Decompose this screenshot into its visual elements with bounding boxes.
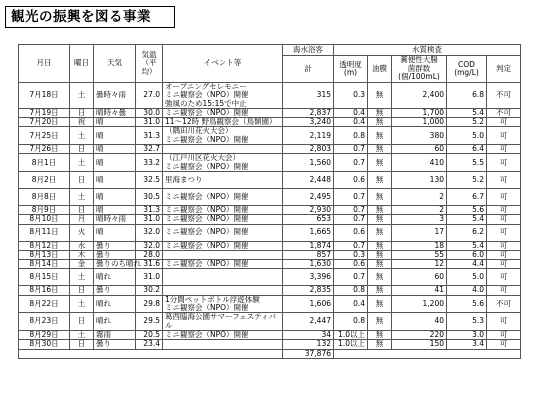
- oil-cell: 無: [368, 118, 392, 127]
- event-cell: ミニ観察会（NPO）開催: [163, 241, 283, 250]
- clarity-cell: 0.7: [334, 269, 368, 286]
- judgment-cell: 可: [487, 260, 521, 269]
- oil-cell: 無: [368, 188, 392, 205]
- event-cell: ミニ観察会（NPO）開催: [163, 260, 283, 269]
- date-cell: 8月14日: [19, 260, 70, 269]
- temp-cell: 31.0: [136, 269, 163, 286]
- weather-cell: 霧雨: [94, 330, 136, 339]
- visitors-cell: 1,630: [283, 260, 334, 269]
- weekday-cell: 日: [70, 171, 94, 188]
- weekday-cell: 土: [70, 127, 94, 145]
- coliform-cell: 380: [392, 127, 447, 145]
- weather-cell: 曇時々雨: [94, 83, 136, 109]
- weekday-cell: 日: [70, 340, 94, 349]
- coliform-cell: 55: [392, 250, 447, 259]
- table-row: [19, 250, 521, 259]
- header-coliform: 糞便性大腸 菌群数 (個/100mL): [392, 56, 447, 83]
- clarity-cell: 0.4: [334, 295, 368, 313]
- table-row: [19, 188, 521, 205]
- clarity-cell: 0.7: [334, 241, 368, 250]
- event-cell: ミニ観察会（NPO）開催: [163, 330, 283, 339]
- weather-cell: 晴れ: [94, 313, 136, 331]
- clarity-cell: 0.7: [334, 154, 368, 172]
- date-cell: 7月26日: [19, 145, 70, 154]
- coliform-cell: 60: [392, 269, 447, 286]
- judgment-cell: 可: [487, 171, 521, 188]
- visitors-cell: 2,837: [283, 108, 334, 117]
- temp-cell: 31.3: [136, 127, 163, 145]
- judgment-cell: 不可: [487, 83, 521, 109]
- header-weather: 天気: [94, 45, 136, 83]
- visitors-cell: 2,803: [283, 145, 334, 154]
- event-cell: [163, 269, 283, 286]
- weather-cell: 曇り: [94, 250, 136, 259]
- oil-cell: 無: [368, 205, 392, 214]
- weather-cell: 晴: [94, 154, 136, 172]
- oil-cell: 無: [368, 330, 392, 339]
- temp-cell: 31.6: [136, 260, 163, 269]
- judgment-cell: 可: [487, 241, 521, 250]
- event-cell: [163, 286, 283, 295]
- temp-cell: 20.5: [136, 330, 163, 339]
- visitors-cell: 3,396: [283, 269, 334, 286]
- coliform-cell: 2: [392, 205, 447, 214]
- cod-cell: 5.0: [447, 269, 487, 286]
- date-cell: 8月30日: [19, 340, 70, 349]
- weather-cell: 晴: [94, 224, 136, 241]
- table-row: [19, 260, 521, 269]
- weekday-cell: 日: [70, 108, 94, 117]
- coliform-cell: 41: [392, 286, 447, 295]
- clarity-cell: 0.8: [334, 127, 368, 145]
- cod-cell: 5.6: [447, 295, 487, 313]
- table-row: [19, 215, 521, 224]
- clarity-cell: 1.0以上: [334, 330, 368, 339]
- oil-cell: 無: [368, 145, 392, 154]
- visitors-cell: 1,874: [283, 241, 334, 250]
- weekday-cell: 木: [70, 250, 94, 259]
- table-row: [19, 295, 521, 313]
- event-cell: ミニ観察会（NPO）開催: [163, 205, 283, 214]
- table-row: [19, 330, 521, 339]
- table-row: [19, 205, 521, 214]
- judgment-cell: 可: [487, 250, 521, 259]
- judgment-cell: 可: [487, 118, 521, 127]
- coliform-cell: 410: [392, 154, 447, 172]
- weekday-cell: 金: [70, 260, 94, 269]
- date-cell: 8月13日: [19, 250, 70, 259]
- table-row: [19, 286, 521, 295]
- date-cell: 7月18日: [19, 83, 70, 109]
- cod-cell: 6.0: [447, 250, 487, 259]
- judgment-cell: 可: [487, 205, 521, 214]
- oil-cell: 無: [368, 171, 392, 188]
- table-row: [19, 313, 521, 331]
- date-cell: 8月11日: [19, 224, 70, 241]
- clarity-cell: 0.6: [334, 260, 368, 269]
- coliform-cell: 220: [392, 330, 447, 339]
- temp-cell: 32.0: [136, 224, 163, 241]
- weekday-cell: 土: [70, 269, 94, 286]
- oil-cell: 無: [368, 83, 392, 109]
- date-cell: 8月12日: [19, 241, 70, 250]
- oil-cell: 無: [368, 154, 392, 172]
- visitors-cell: 2,835: [283, 286, 334, 295]
- visitors-cell: 1,606: [283, 295, 334, 313]
- temp-cell: 29.8: [136, 295, 163, 313]
- table-row: [19, 127, 521, 145]
- temp-cell: 32.7: [136, 145, 163, 154]
- judgment-cell: 不可: [487, 295, 521, 313]
- table-row: [19, 83, 521, 109]
- coliform-cell: 2,400: [392, 83, 447, 109]
- weather-cell: 晴れ: [94, 269, 136, 286]
- cod-cell: 5.0: [447, 127, 487, 145]
- table-row: [19, 269, 521, 286]
- cod-cell: 5.3: [447, 313, 487, 331]
- coliform-cell: 60: [392, 145, 447, 154]
- cod-cell: 5.2: [447, 171, 487, 188]
- header-beach-group: 海水浴客: [283, 45, 334, 56]
- event-cell: オープニングセレモニー ミニ観察会（NPO）開催 強風のため15:15で中止: [163, 83, 283, 109]
- clarity-cell: 0.3: [334, 83, 368, 109]
- cod-cell: 4.4: [447, 260, 487, 269]
- header-date: 月日: [19, 45, 70, 83]
- temp-cell: 31.0: [136, 118, 163, 127]
- table-row: [19, 224, 521, 241]
- judgment-cell: 可: [487, 145, 521, 154]
- weekday-cell: 水: [70, 241, 94, 250]
- oil-cell: 無: [368, 269, 392, 286]
- cod-cell: 5.4: [447, 241, 487, 250]
- date-cell: 8月2日: [19, 171, 70, 188]
- weather-cell: 晴: [94, 145, 136, 154]
- temp-cell: 30.0: [136, 108, 163, 117]
- temp-cell: 31.0: [136, 215, 163, 224]
- header-clarity: 透明度 (m): [334, 56, 368, 83]
- coliform-cell: 17: [392, 224, 447, 241]
- oil-cell: 無: [368, 108, 392, 117]
- temp-cell: 29.5: [136, 313, 163, 331]
- visitors-cell: 315: [283, 83, 334, 109]
- weather-cell: 晴: [94, 171, 136, 188]
- clarity-cell: 0.7: [334, 145, 368, 154]
- table-row: [19, 171, 521, 188]
- event-cell: ミニ観察会（NPO）開催: [163, 188, 283, 205]
- document-title: 観光の振興を図る事業: [5, 6, 175, 28]
- judgment-cell: 可: [487, 224, 521, 241]
- visitors-cell: 3,240: [283, 118, 334, 127]
- weekday-cell: 土: [70, 154, 94, 172]
- cod-cell: 6.2: [447, 224, 487, 241]
- table-row: [19, 241, 521, 250]
- cod-cell: 6.7: [447, 188, 487, 205]
- cod-cell: 5.4: [447, 108, 487, 117]
- table-row: [19, 145, 521, 154]
- cod-cell: 6.8: [447, 83, 487, 109]
- coliform-cell: 130: [392, 171, 447, 188]
- visitors-cell: 2,495: [283, 188, 334, 205]
- judgment-cell: 可: [487, 154, 521, 172]
- coliform-cell: 18: [392, 241, 447, 250]
- clarity-cell: 0.7: [334, 205, 368, 214]
- visitors-cell: 857: [283, 250, 334, 259]
- temp-cell: 23.4: [136, 340, 163, 349]
- weather-cell: 曇り: [94, 340, 136, 349]
- date-cell: 8月10日: [19, 215, 70, 224]
- weekday-cell: 日: [70, 286, 94, 295]
- temp-cell: 33.2: [136, 154, 163, 172]
- judgment-cell: 可: [487, 269, 521, 286]
- event-cell: 里海まつり: [163, 171, 283, 188]
- event-cell: 葛西臨海公園サマーフェスティバル: [163, 313, 283, 331]
- weather-cell: 晴時々雨: [94, 215, 136, 224]
- date-cell: 8月16日: [19, 286, 70, 295]
- table-row: [19, 340, 521, 349]
- weekday-cell: 土: [70, 188, 94, 205]
- weekday-cell: 日: [70, 313, 94, 331]
- coliform-cell: 150: [392, 340, 447, 349]
- date-cell: 8月22日: [19, 295, 70, 313]
- clarity-cell: 0.6: [334, 171, 368, 188]
- weather-cell: 曇り: [94, 241, 136, 250]
- judgment-cell: 可: [487, 340, 521, 349]
- header-temp: 気温 （平均）: [136, 45, 163, 83]
- coliform-cell: 1,200: [392, 295, 447, 313]
- judgment-cell: 可: [487, 127, 521, 145]
- clarity-cell: 0.4: [334, 108, 368, 117]
- visitors-cell: 2,119: [283, 127, 334, 145]
- cod-cell: 5.5: [447, 154, 487, 172]
- judgment-cell: 可: [487, 313, 521, 331]
- cod-cell: 5.2: [447, 118, 487, 127]
- temp-cell: 32.0: [136, 241, 163, 250]
- coliform-cell: 2: [392, 188, 447, 205]
- cod-cell: 4.0: [447, 286, 487, 295]
- weather-cell: 晴時々曇: [94, 108, 136, 117]
- weather-cell: 曇り: [94, 286, 136, 295]
- temp-cell: 31.3: [136, 205, 163, 214]
- visitors-cell: 132: [283, 340, 334, 349]
- oil-cell: 無: [368, 340, 392, 349]
- clarity-cell: 0.4: [334, 118, 368, 127]
- clarity-cell: 0.8: [334, 286, 368, 295]
- weather-cell: 晴: [94, 205, 136, 214]
- weekday-cell: 月: [70, 215, 94, 224]
- clarity-cell: 1.0以上: [334, 340, 368, 349]
- temp-cell: 32.5: [136, 171, 163, 188]
- weekday-cell: 土: [70, 330, 94, 339]
- oil-cell: 無: [368, 241, 392, 250]
- header-judgment: 判定: [487, 56, 521, 83]
- coliform-cell: 12: [392, 260, 447, 269]
- date-cell: 7月20日: [19, 118, 70, 127]
- event-cell: ミニ観察会（NPO）開催: [163, 108, 283, 117]
- weekday-cell: 土: [70, 295, 94, 313]
- temp-cell: 30.2: [136, 286, 163, 295]
- cod-cell: 3.0: [447, 330, 487, 339]
- event-cell: （隅田川花火大会） ミニ観察会（NPO）開催: [163, 127, 283, 145]
- clarity-cell: 0.3: [334, 250, 368, 259]
- visitors-cell: 653: [283, 215, 334, 224]
- cod-cell: 5.6: [447, 205, 487, 214]
- visitors-cell: 2,448: [283, 171, 334, 188]
- oil-cell: 無: [368, 286, 392, 295]
- coliform-cell: 3: [392, 215, 447, 224]
- temp-cell: 27.0: [136, 83, 163, 109]
- visitors-cell: 1,560: [283, 154, 334, 172]
- clarity-cell: 0.6: [334, 224, 368, 241]
- coliform-cell: 40: [392, 313, 447, 331]
- clarity-cell: 0.7: [334, 215, 368, 224]
- oil-cell: 無: [368, 127, 392, 145]
- date-cell: 8月8日: [19, 188, 70, 205]
- table-row: [19, 154, 521, 172]
- cod-cell: 3.4: [447, 340, 487, 349]
- cod-cell: 6.4: [447, 145, 487, 154]
- judgment-cell: 可: [487, 188, 521, 205]
- weather-cell: 曇りのち晴れ: [94, 260, 136, 269]
- event-cell: ミニ観察会（NPO）開催: [163, 224, 283, 241]
- header-oil: 油膜: [368, 56, 392, 83]
- oil-cell: 無: [368, 295, 392, 313]
- weather-cell: 晴: [94, 118, 136, 127]
- weekday-cell: 日: [70, 205, 94, 214]
- oil-cell: 無: [368, 215, 392, 224]
- table-row: [19, 118, 521, 127]
- event-cell: ミニ観察会（NPO）開催: [163, 215, 283, 224]
- header-water-group: 水質検査: [334, 45, 521, 56]
- date-cell: 8月9日: [19, 205, 70, 214]
- coliform-cell: 1,000: [392, 118, 447, 127]
- oil-cell: 無: [368, 260, 392, 269]
- temp-cell: 30.5: [136, 188, 163, 205]
- temp-cell: 28.0: [136, 250, 163, 259]
- header-beach-total: 計: [283, 56, 334, 83]
- coliform-cell: 1,700: [392, 108, 447, 117]
- event-cell: 1分間ペットボトル浮遊体験 ミニ観察会（NPO）開催: [163, 295, 283, 313]
- event-cell: [163, 340, 283, 349]
- visitors-cell: 34: [283, 330, 334, 339]
- weekday-cell: 祝: [70, 118, 94, 127]
- visitors-cell: 2,930: [283, 205, 334, 214]
- beach-data-table: [18, 44, 521, 359]
- event-cell: 11～12時 野鳥観察会（鳥類園）: [163, 118, 283, 127]
- event-cell: （江戸川区花火大会） ミニ観察会（NPO）開催: [163, 154, 283, 172]
- date-cell: 8月15日: [19, 269, 70, 286]
- oil-cell: 無: [368, 313, 392, 331]
- visitors-cell: 1,665: [283, 224, 334, 241]
- oil-cell: 無: [368, 250, 392, 259]
- visitors-total: 37,876: [283, 349, 334, 358]
- header-event: イベント等: [163, 45, 283, 83]
- weather-cell: 晴れ: [94, 295, 136, 313]
- cod-cell: 5.4: [447, 215, 487, 224]
- weather-cell: 晴: [94, 127, 136, 145]
- date-cell: 7月25日: [19, 127, 70, 145]
- judgment-cell: 可: [487, 215, 521, 224]
- clarity-cell: 0.7: [334, 188, 368, 205]
- header-cod: COD (mg/L): [447, 56, 487, 83]
- judgment-cell: 不可: [487, 108, 521, 117]
- date-cell: 7月19日: [19, 108, 70, 117]
- header-weekday: 曜日: [70, 45, 94, 83]
- date-cell: 8月29日: [19, 330, 70, 339]
- weekday-cell: 日: [70, 145, 94, 154]
- visitors-cell: 2,447: [283, 313, 334, 331]
- judgment-cell: 可: [487, 330, 521, 339]
- date-cell: 8月1日: [19, 154, 70, 172]
- clarity-cell: 0.8: [334, 313, 368, 331]
- weekday-cell: 土: [70, 83, 94, 109]
- oil-cell: 無: [368, 224, 392, 241]
- judgment-cell: 可: [487, 286, 521, 295]
- weekday-cell: 火: [70, 224, 94, 241]
- weather-cell: 晴: [94, 188, 136, 205]
- date-cell: 8月23日: [19, 313, 70, 331]
